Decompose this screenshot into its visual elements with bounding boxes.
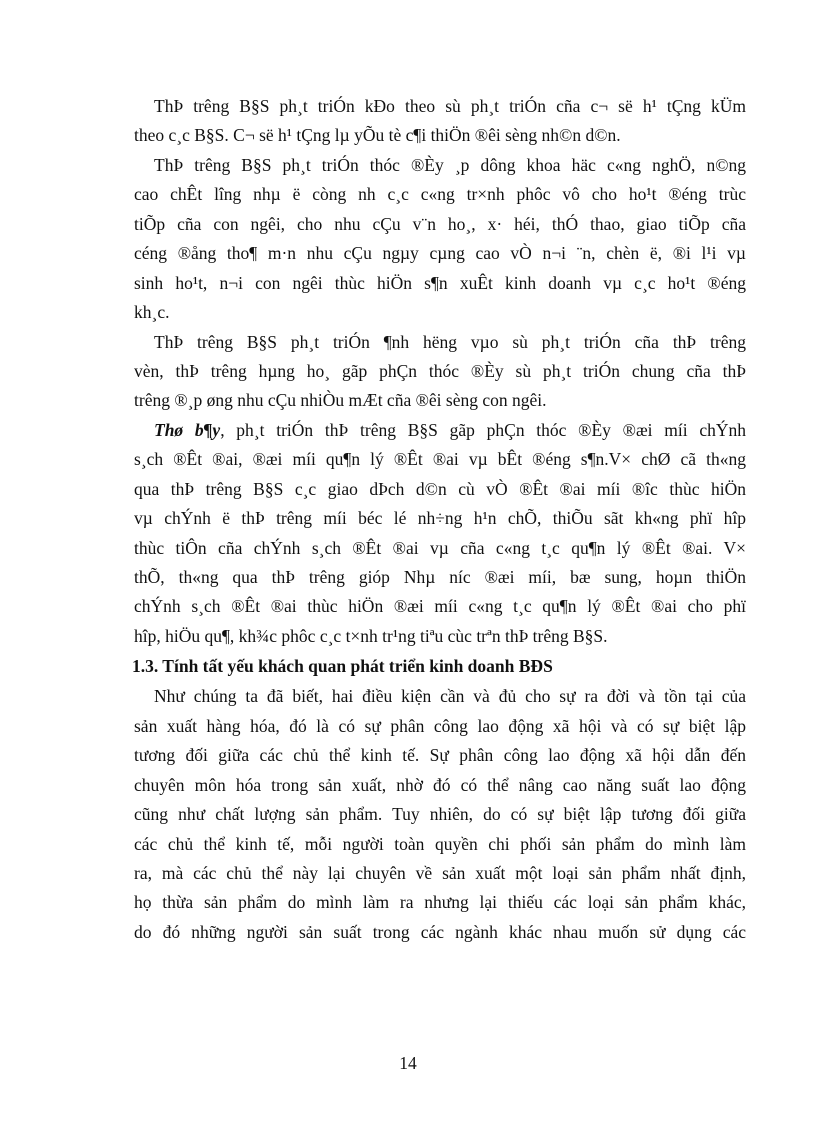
paragraph-5 bbox=[134, 682, 746, 947]
text-line: ThÞ trêng B§S ph¸t triÓn kÐo theo sù ph¸t triÓn cña c¬ së h¹ tÇng kÜm bbox=[154, 96, 746, 116]
text-line: thùc tiÔn cña chÝnh s¸ch ®Êt ®ai vµ cña c«ng t¸c qu¶n lý ®Êt ®ai. V× bbox=[134, 537, 746, 558]
text-line: theo c¸c B§S. C¬ së h¹ tÇng lµ yÕu tè c¶i thiÖn ®êi sèng nh©n d©n. bbox=[134, 125, 621, 146]
paragraph-2 bbox=[134, 151, 746, 328]
text-line: céng ®ång tho¶ m·n nhu cÇu ngµy cµng cao vÒ n¬i ¨n, chèn ë, ®i l¹i vµ bbox=[134, 243, 746, 264]
text-line: tương đối giữa các chủ thể kinh tế. Sự phân công lao động xã hội dẫn đến bbox=[134, 745, 746, 766]
text-line: hîp, hiÖu qu¶, kh¾c phôc c¸c t×nh tr¹ng tiªu cùc trªn thÞ trêng B§S. bbox=[134, 625, 608, 646]
paragraph-1 bbox=[134, 92, 746, 151]
page-number: 14 bbox=[399, 1053, 417, 1073]
text-line: thÕ, th«ng qua thÞ trêng gióp Nhµ níc ®æi míi, bæ sung, hoµn thiÖn bbox=[134, 567, 746, 587]
text-line: do đó những người sản suất trong các ngành khác nhau muốn sử dụng các bbox=[134, 921, 746, 942]
paragraph-lead: Thø b¶y bbox=[154, 419, 221, 440]
text-line: tiÕp cña con ngêi, cho nhu cÇu v¨n ho¸, x· héi, thÓ thao, giao tiÕp cña bbox=[134, 213, 746, 234]
text-line: s¸ch ®Êt ®ai, ®æi míi qu¶n lý ®Êt ®ai vµ bÊt ®éng s¶n.V× chØ cã th«ng bbox=[134, 449, 746, 470]
text-line: chÝnh s¸ch ®Êt ®ai thùc hiÖn ®æi míi c«ng t¸c qu¶n lý ®Êt ®ai cho phï bbox=[134, 596, 746, 617]
text-line bbox=[134, 416, 746, 445]
text-line: họ thừa sản phẩm do mình làm ra nhưng lại thiếu các loại sản phẩm khác, bbox=[134, 892, 746, 913]
text-line: vèn, thÞ trêng hµng ho¸ gãp phÇn thóc ®Èy sù ph¸t triÓn chung cña thÞ bbox=[134, 360, 746, 381]
text-run: , ph¸t triÓn thÞ trêng B§S gãp phÇn thóc ®Èy ®æi míi chÝnh bbox=[220, 419, 746, 440]
text-line: chuyên môn hóa trong sản xuất, nhờ đó có thể nâng cao năng suất lao động bbox=[134, 774, 746, 795]
text-line: cũng như chất lượng sản phẩm. Tuy nhiên, do có sự biệt lập tương đối giữa bbox=[134, 804, 746, 825]
text-line: kh¸c. bbox=[134, 302, 170, 323]
text-line: cao chÊt lîng nhµ ë còng nh c¸c c«ng tr×nh phôc vô cho ho¹t ®éng trùc bbox=[134, 184, 746, 205]
paragraph-4 bbox=[134, 416, 746, 652]
text-line: ThÞ trêng B§S ph¸t triÓn ¶nh hëng vµo sù ph¸t triÓn cña thÞ trêng bbox=[154, 331, 746, 352]
text-line: sản xuất hàng hóa, đó là có sự phân công lao động xã hội và có sự biệt lập bbox=[134, 715, 746, 736]
text-line: các chủ thể kinh tế, mỗi người toàn quyền chi phối sản phẩm do mình làm bbox=[134, 833, 746, 854]
text-line: trêng ®¸p øng nhu cÇu nhiÒu mÆt cña ®êi sèng con ngêi. bbox=[134, 390, 547, 411]
text-line: vµ chÝnh ë thÞ trêng míi béc lé nh÷ng h¹n chÕ, thiÕu sãt kh«ng phï hîp bbox=[134, 508, 746, 529]
body-text bbox=[134, 92, 746, 947]
text-line: Như chúng ta đã biết, hai điều kiện cần và đủ cho sự ra đời và tồn tại của bbox=[154, 686, 746, 707]
text-line: qua thÞ trêng B§S c¸c giao dÞch d©n cù vÒ ®Êt ®ai míi ®îc thùc hiÖn bbox=[134, 478, 746, 499]
section-heading: 1.3. Tính tất yếu khách quan phát triển kinh doanh BĐS bbox=[132, 656, 553, 677]
text-line: ra, mà các chủ thể này lại chuyên về sản xuất một loại sản phẩm nhất định, bbox=[134, 862, 746, 883]
text-line: ThÞ trêng B§S ph¸t triÓn thóc ®Èy ¸p dông khoa häc c«ng nghÖ, n©ng bbox=[154, 154, 746, 175]
paragraph-3 bbox=[134, 328, 746, 416]
text-line: sinh ho¹t, n¬i con ngêi thùc hiÖn s¶n xuÊt kinh doanh vµ c¸c ho¹t ®éng bbox=[134, 272, 746, 293]
